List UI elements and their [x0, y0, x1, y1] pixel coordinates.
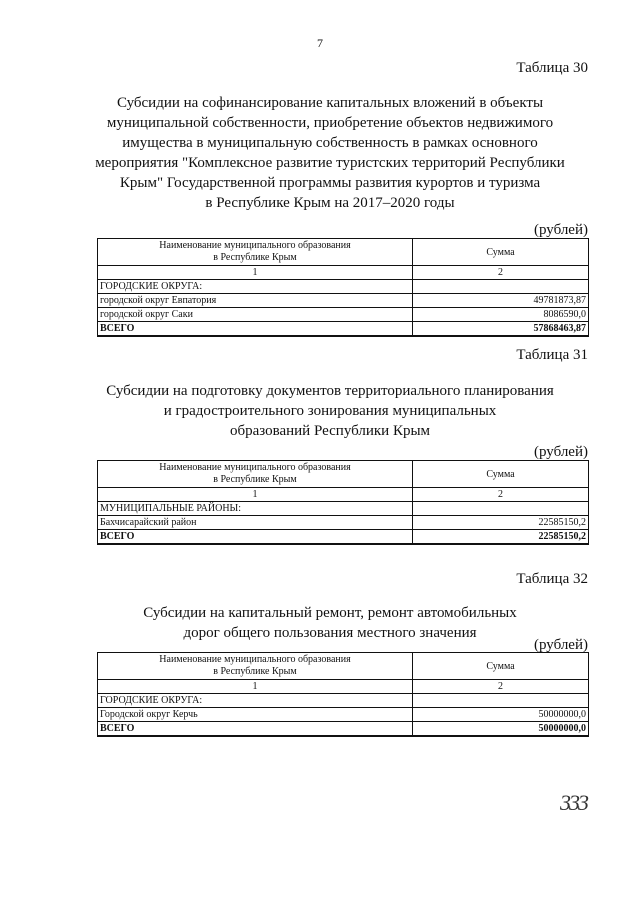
row-name: Городской округ Керчь	[98, 708, 413, 722]
section-row	[98, 280, 589, 294]
table-header-row	[98, 239, 589, 266]
total-amount: 50000000,0	[413, 722, 589, 737]
col-num: 2	[413, 488, 589, 502]
table-row	[98, 516, 589, 530]
col-num: 2	[413, 680, 589, 694]
total-label: ВСЕГО	[98, 722, 413, 737]
total-row	[98, 722, 589, 737]
col-num: 1	[98, 266, 413, 280]
table-32-title	[80, 603, 580, 643]
title-line: образований Республики Крым	[229, 423, 431, 439]
header-name: Наименование муниципального образования в Республике Крым	[98, 461, 413, 488]
table-32-unit: (рублей)	[533, 637, 588, 653]
table-32	[97, 652, 589, 737]
title-line: Субсидии на подготовку документов территориального планирования	[106, 383, 554, 399]
table-30-unit: (рублей)	[533, 222, 588, 238]
table-30	[97, 238, 589, 337]
column-number-row	[98, 266, 589, 280]
table-31-label: Таблица 31	[516, 347, 588, 363]
title-line: и градостроительного зонирования муниципальных	[163, 403, 497, 419]
title-line: муниципальной собственности, приобретение объектов недвижимого	[106, 115, 554, 131]
section-row	[98, 502, 589, 516]
table-31-unit: (рублей)	[533, 444, 588, 460]
section-row	[98, 694, 589, 708]
col-num: 1	[98, 680, 413, 694]
table-30-title	[80, 93, 580, 213]
table-31-title	[80, 381, 580, 441]
total-label: ВСЕГО	[98, 530, 413, 545]
total-label: ВСЕГО	[98, 322, 413, 337]
table-row	[98, 708, 589, 722]
col-num: 1	[98, 488, 413, 502]
title-line: мероприятия "Комплексное развитие туристских территорий Республики	[95, 155, 565, 171]
table-32-label: Таблица 32	[516, 571, 588, 587]
section-label: ГОРОДСКИЕ ОКРУГА:	[98, 280, 413, 294]
col-num: 2	[413, 266, 589, 280]
section-label: МУНИЦИПАЛЬНЫЕ РАЙОНЫ:	[98, 502, 413, 516]
table-31	[97, 460, 589, 545]
total-amount: 22585150,2	[413, 530, 589, 545]
row-name: Бахчисарайский район	[98, 516, 413, 530]
header-sum: Сумма	[413, 461, 589, 488]
row-amount: 49781873,87	[413, 294, 589, 308]
table-row	[98, 294, 589, 308]
table-header-row	[98, 461, 589, 488]
section-label: ГОРОДСКИЕ ОКРУГА:	[98, 694, 413, 708]
title-line: дорог общего пользования местного значения	[183, 625, 477, 641]
handwritten-page-number: 333	[560, 790, 587, 815]
column-number-row	[98, 488, 589, 502]
header-sum: Сумма	[413, 239, 589, 266]
table-30-label: Таблица 30	[516, 60, 588, 76]
page-number: 7	[317, 36, 323, 50]
header-name: Наименование муниципального образования в Республике Крым	[98, 239, 413, 266]
row-amount: 50000000,0	[413, 708, 589, 722]
row-name: городской округ Саки	[98, 308, 413, 322]
total-amount: 57868463,87	[413, 322, 589, 337]
column-number-row	[98, 680, 589, 694]
title-line: Субсидии на софинансирование капитальных вложений в объекты	[116, 95, 544, 111]
table-header-row	[98, 653, 589, 680]
table-row	[98, 308, 589, 322]
row-amount: 22585150,2	[413, 516, 589, 530]
header-name: Наименование муниципального образования в Республике Крым	[98, 653, 413, 680]
title-line: в Республике Крым на 2017–2020 годы	[205, 195, 455, 211]
total-row	[98, 322, 589, 337]
row-amount: 8086590,0	[413, 308, 589, 322]
title-line: Крым" Государственной программы развития курортов и туризма	[119, 175, 541, 191]
header-sum: Сумма	[413, 653, 589, 680]
row-name: городской округ Евпатория	[98, 294, 413, 308]
title-line: имущества в муниципальную собственность в рамках основного	[122, 135, 538, 151]
total-row	[98, 530, 589, 545]
title-line: Субсидии на капитальный ремонт, ремонт автомобильных	[143, 605, 517, 621]
